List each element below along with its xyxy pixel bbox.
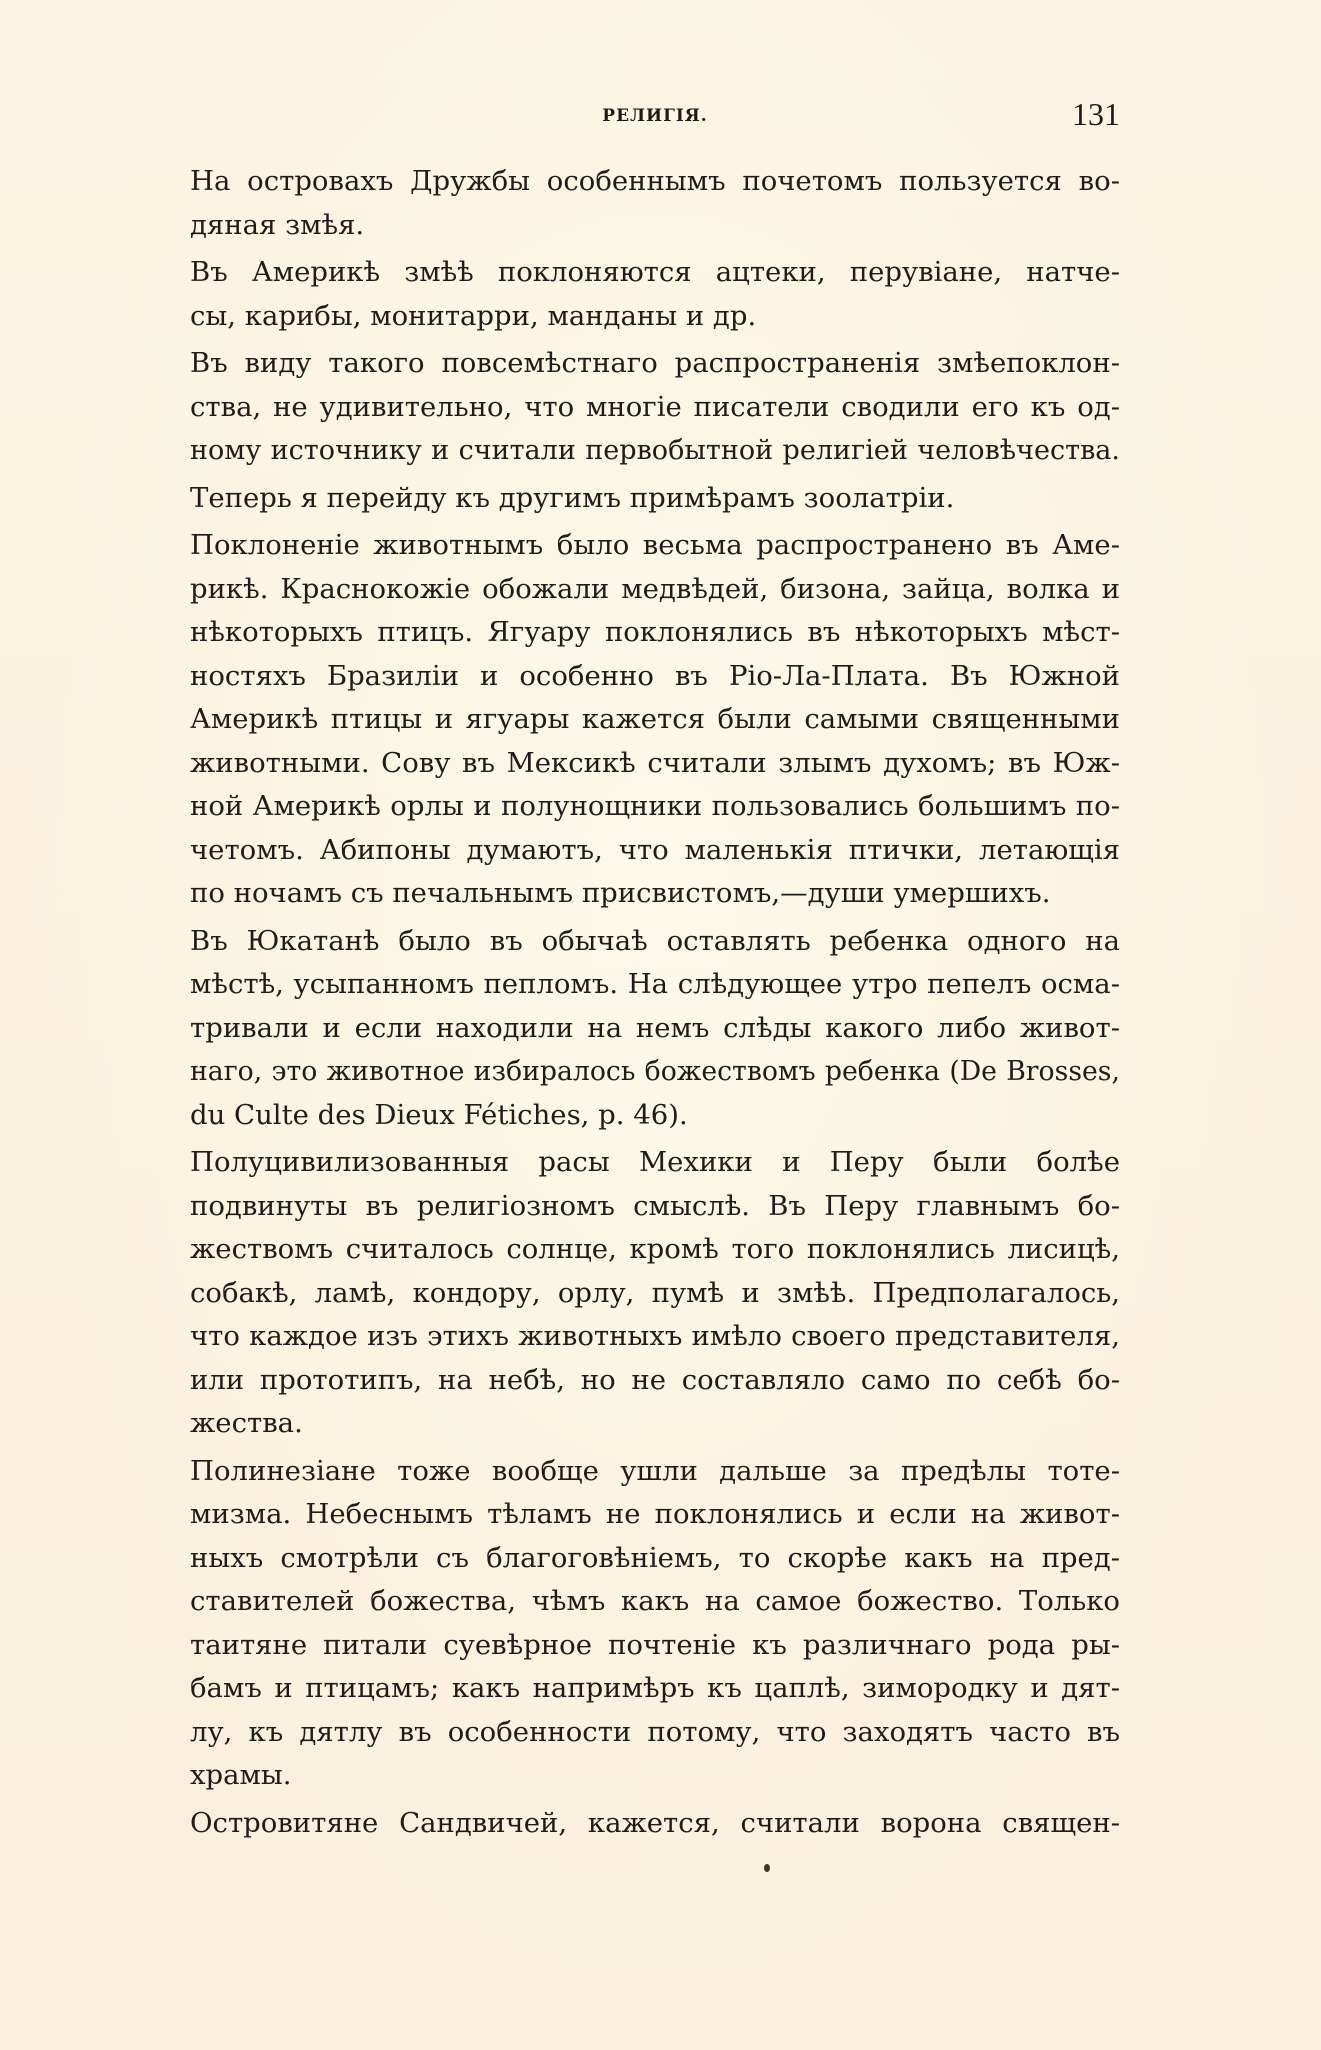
text-line: du Culte des Dieux Fétiches, p. 46). xyxy=(190,1098,688,1131)
text-line: подвинуты въ религіозномъ смыслѣ. Въ Перу главнымъ бо- xyxy=(190,1189,1120,1222)
text-line: На островахъ Дружбы особеннымъ почетомъ пользуется во- xyxy=(190,165,1120,197)
text-body xyxy=(190,160,1120,1849)
text-line: дяная змѣя. xyxy=(190,208,365,241)
text-line: Поклоненіе животнымъ было весьма распространено въ Аме- xyxy=(190,529,1120,561)
text-line: Теперь я перейду къ другимъ примѣрамъ зоолатріи. xyxy=(190,481,955,514)
page-header xyxy=(190,96,1120,136)
text-line: мизма. Небеснымъ тѣламъ не поклонялись и если на живот- xyxy=(190,1498,1120,1530)
running-title: РЕЛИГІЯ. xyxy=(602,106,708,126)
text-line: бамъ и птицамъ; какъ напримѣръ къ цаплѣ, зимородку и дят- xyxy=(190,1672,1120,1704)
text-line: Въ виду такого повсемѣстнаго распространенія змѣепоклон- xyxy=(190,347,1120,379)
text-line: ныхъ смотрѣли съ благоговѣніемъ, то скорѣе какъ на пред- xyxy=(190,1541,1120,1574)
text-line: четомъ. Абипоны думаютъ, что маленькія птички, летающія xyxy=(190,833,1120,866)
text-line: ства, не удивительно, что многіе писатели сводили его къ од- xyxy=(190,390,1120,423)
paragraph xyxy=(190,160,1120,247)
text-line: ной Америкѣ орлы и полунощники пользовались большимъ по- xyxy=(190,790,1120,822)
text-line: храмы. xyxy=(190,1759,292,1791)
page-number: 131 xyxy=(1072,96,1120,132)
text-line: Полуцивилизованныя расы Мехики и Перу были болѣе xyxy=(190,1146,1120,1178)
text-line: что каждое изъ этихъ животныхъ имѣло своего представителя, xyxy=(190,1320,1120,1352)
text-line: по ночамъ съ печальнымъ присвистомъ,—души умершихъ. xyxy=(190,877,1051,909)
text-line: животными. Сову въ Мексикѣ считали злымъ духомъ; въ Юж- xyxy=(190,746,1120,779)
text-line: собакѣ, ламѣ, кондору, орлу, пумѣ и змѣѣ. Предполагалось, xyxy=(190,1276,1120,1309)
text-line: таитяне питали суевѣрное почтеніе къ различнаго рода ры- xyxy=(190,1628,1120,1661)
text-line: наго, это животное избиралось божествомъ ребенка (De Brosses, xyxy=(190,1056,1120,1087)
text-line: Полинезіане тоже вообще ушли дальше за предѣлы тоте- xyxy=(190,1454,1120,1487)
text-line: жествомъ считалось солнце, кромѣ того поклонялись лисицѣ, xyxy=(190,1233,1120,1265)
text-line: лу, къ дятлу въ особенности потому, что заходятъ часто въ xyxy=(190,1715,1120,1748)
ink-speck xyxy=(764,1864,770,1872)
paragraph xyxy=(190,1450,1120,1798)
paragraph xyxy=(190,342,1120,473)
paragraph xyxy=(190,477,1120,521)
text-line: или прототипъ, на небѣ, но не составляло само по себѣ бо- xyxy=(190,1363,1120,1396)
text-line: тривали и если находили на немъ слѣды какого либо живот- xyxy=(190,1011,1120,1044)
text-line: сы, карибы, монитарри, манданы и др. xyxy=(190,299,757,332)
text-line: Въ Юкатанѣ было въ обычаѣ оставлять ребенка одного на xyxy=(190,924,1120,957)
text-line: ставителей божества, чѣмъ какъ на самое божество. Только xyxy=(190,1585,1120,1617)
paragraph xyxy=(190,251,1120,338)
text-line: мѣстѣ, усыпанномъ пепломъ. На слѣдующее утро пепелъ осма- xyxy=(190,968,1120,1000)
text-line: рикѣ. Краснокожіе обожали медвѣдей, бизона, зайца, волка и xyxy=(190,572,1120,605)
text-line: Америкѣ птицы и ягуары кажется были самыми священными xyxy=(190,703,1120,735)
text-line: ному источнику и считали первобытной религіей человѣчества. xyxy=(190,435,1120,466)
paragraph xyxy=(190,524,1120,916)
paragraph xyxy=(190,1802,1120,1846)
paragraph xyxy=(190,920,1120,1138)
paragraph xyxy=(190,1141,1120,1446)
text-line: Въ Америкѣ змѣѣ поклоняются ацтеки, перувіане, натче- xyxy=(190,256,1120,288)
text-line: жества. xyxy=(190,1407,303,1439)
text-line: Островитяне Сандвичей, кажется, считали ворона священ- xyxy=(190,1806,1120,1839)
text-line: нѣкоторыхъ птицъ. Ягуару поклонялись въ нѣкоторыхъ мѣст- xyxy=(190,616,1120,648)
text-line: ностяхъ Бразиліи и особенно въ Ріо-Ла-Плата. Въ Южной xyxy=(190,659,1120,692)
